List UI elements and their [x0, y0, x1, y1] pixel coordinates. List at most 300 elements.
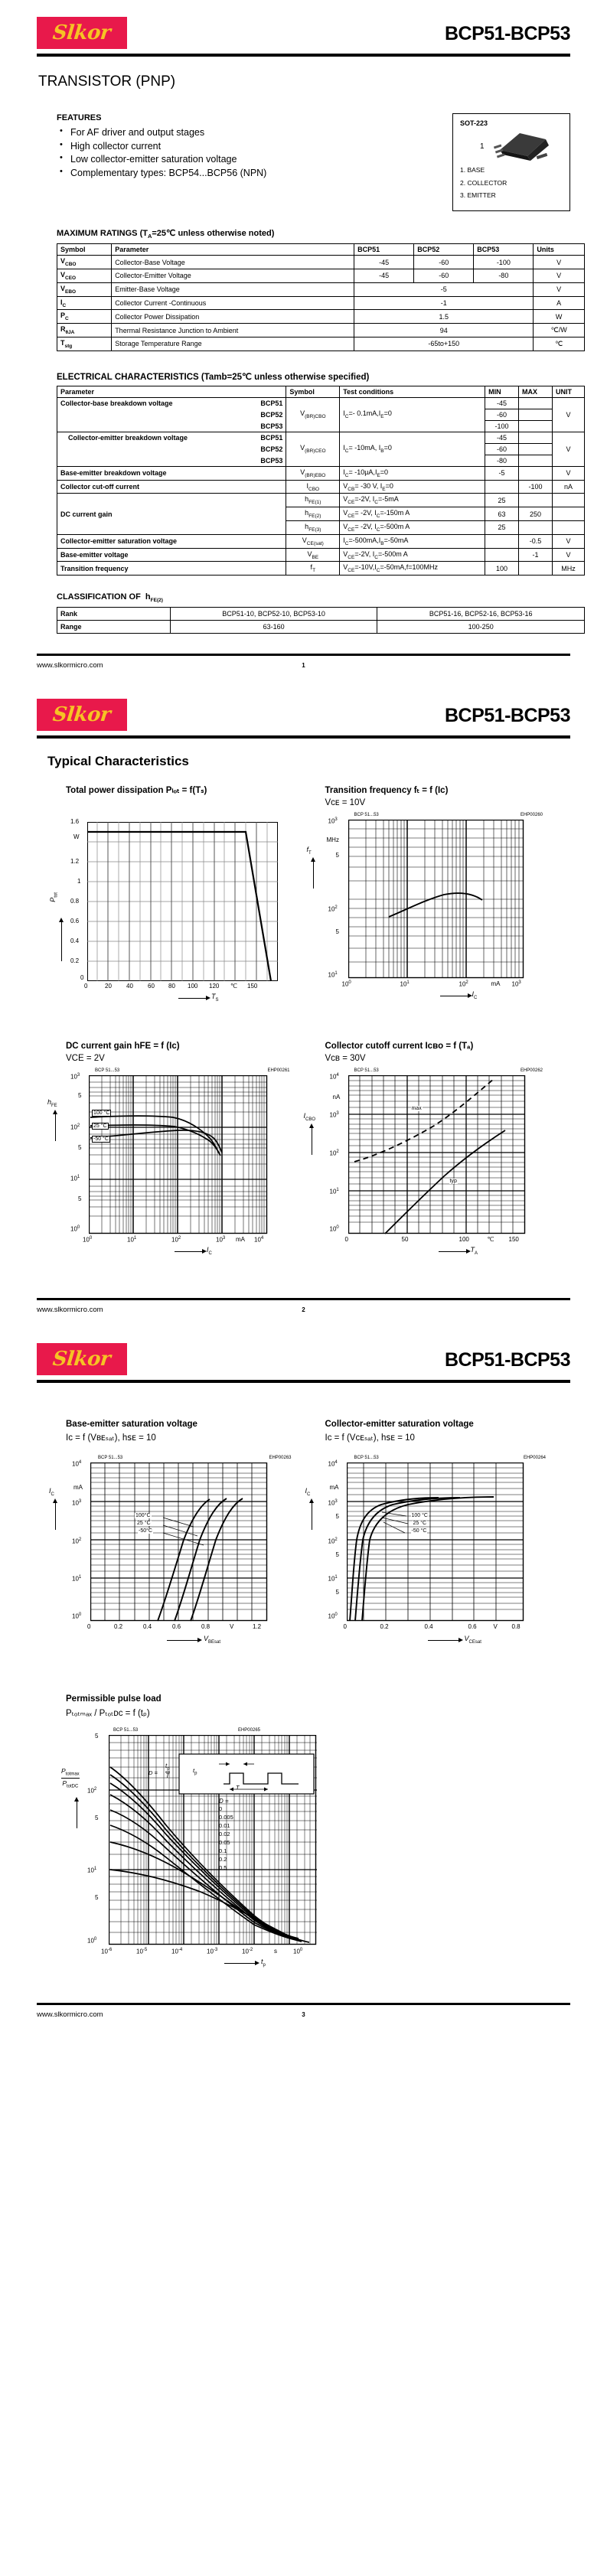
footer-website[interactable]: www.slkormicro.com: [37, 1305, 103, 1314]
slkor-logo: [37, 17, 127, 49]
table-row: [57, 256, 585, 269]
y-tick-unit: W: [73, 833, 80, 841]
cell-parameter: DC current gain: [57, 494, 286, 534]
curve-label-minus50c: -50 °C: [411, 1528, 427, 1534]
y-tick: 0.6: [70, 918, 80, 925]
cell-min: 100: [485, 562, 519, 576]
cell-parameter: [57, 443, 286, 455]
y-tick: 5: [78, 1144, 82, 1152]
y-tick: $10^0$: [72, 1612, 82, 1620]
table-row: [57, 608, 585, 621]
package-name: SOT-223: [460, 119, 488, 127]
header-rule: [37, 1380, 570, 1383]
table-row: [57, 397, 585, 409]
x-axis-label: $T_A$: [470, 1246, 478, 1257]
cell-symbol: $V_{EBO}$: [57, 282, 112, 296]
chart-vcesat-title: Collector-emitter saturation voltage: [325, 1420, 474, 1430]
cell-value: -45: [354, 256, 414, 269]
table-row: [57, 269, 585, 282]
page-2: [0, 682, 607, 1316]
cell-symbol: $I_{CBO}$: [286, 480, 340, 494]
cell-min: -100: [485, 420, 519, 432]
chart-ptot-svg: [87, 822, 279, 983]
logo-text: Slkor: [51, 1348, 113, 1371]
x-axis-label: $I_C$: [472, 990, 478, 1001]
features-heading: FEATURES: [57, 113, 102, 122]
x-tick: 20: [105, 983, 112, 990]
duty-value: 0: [219, 1805, 223, 1813]
cell-parameter: [57, 409, 286, 420]
chart-vcesat-plot: [304, 1456, 563, 1650]
chart-ptot-title: Total power dissipation Pₗₒₜ = f(Tₛ): [66, 786, 207, 796]
logo-text: Slkor: [51, 703, 113, 727]
chart-ft-title: Transition frequency fₜ = f (Iᴄ): [325, 786, 449, 796]
chart-id-left: BCP 51...53: [95, 1068, 120, 1074]
x-tick: 0: [343, 1623, 347, 1631]
chart-id-left: BCP 51...53: [354, 1456, 379, 1461]
x-tick: 0.6: [468, 1623, 477, 1631]
chart-ft-subtitle: Vᴄᴇ = 10V: [325, 798, 366, 808]
cell-symbol: $V_{BE}$: [286, 548, 340, 562]
range-value: 63-160: [170, 621, 377, 634]
x-axis-arrow: [428, 1640, 459, 1641]
x-tick: 0.2: [380, 1623, 389, 1631]
y-tick: $10^1$: [72, 1575, 82, 1583]
part-number-title: BCP51-BCP53: [444, 705, 570, 727]
y-axis-label: [61, 1767, 80, 1789]
chart-id-left: BCP 51...53: [98, 1456, 123, 1461]
duty-value: 0.1: [219, 1847, 227, 1855]
y-tick: $10^1$: [328, 1575, 338, 1583]
max-ratings-table: [57, 243, 585, 351]
rank-label: Rank: [57, 608, 171, 621]
cell-value: 1.5: [354, 310, 534, 324]
col-bcp52: BCP52: [414, 244, 474, 256]
cell-unit: V: [552, 397, 584, 432]
cell-symbol: $h_{FE(2)}$: [286, 507, 340, 521]
classification-table: [57, 607, 585, 634]
cell-max: -100: [519, 480, 553, 494]
chart-id-right: EHP00260: [520, 813, 543, 818]
y-axis-numerator: $P_{totmax}$: [61, 1767, 80, 1778]
chart-icbo-subtitle: Vᴄʙ = 30V: [325, 1054, 366, 1064]
feature-item: • For AF driver and output stages: [70, 127, 366, 138]
y-axis-arrow: [55, 1502, 56, 1530]
y-tick: $10^4$: [329, 1073, 339, 1081]
cell-parameter: Base-emitter breakdown voltage: [57, 466, 286, 480]
footer-rule: [37, 654, 570, 656]
curve-label-100c: 100 °C: [93, 1110, 110, 1117]
y-axis-arrow: [313, 861, 314, 889]
page-footer: [0, 654, 607, 671]
y-tick: $10^3$: [328, 1499, 338, 1507]
inset-tp-label: $t_p$: [193, 1767, 197, 1776]
chart-hfe: [44, 1042, 304, 1263]
curve-label-25c: 25 °C: [137, 1521, 151, 1527]
duty-value: 0.02: [219, 1831, 230, 1838]
page-footer: [0, 1298, 607, 1316]
x-tick: 80: [168, 983, 175, 990]
y-tick-unit: mA: [73, 1484, 83, 1492]
cell-min: -60: [485, 409, 519, 420]
page-1: [0, 0, 607, 671]
x-tick-unit: V: [493, 1623, 498, 1631]
inset-T-label: T: [236, 1784, 240, 1792]
features-list: [57, 127, 366, 178]
cell-parameter: Collector-Base Voltage: [112, 256, 354, 269]
chart-pulse-svg: [109, 1735, 317, 1945]
y-tick: 5: [335, 1551, 339, 1559]
cell-unit: [552, 494, 584, 507]
param-label: Collector-emitter breakdown voltage: [68, 434, 188, 442]
y-tick: $10^3$: [328, 817, 338, 825]
cell-symbol: $h_{FE(3)}$: [286, 520, 340, 534]
y-tick: 5: [95, 1733, 99, 1740]
y-tick: $10^1$: [70, 1175, 80, 1182]
cell-parameter: Thermal Resistance Junction to Ambient: [112, 324, 354, 337]
cell-max: [519, 420, 553, 432]
y-tick: $10^2$: [87, 1787, 97, 1795]
document-title: TRANSISTOR (PNP): [38, 73, 176, 90]
duty-value: 0.01: [219, 1822, 230, 1830]
x-tick: $10^{-3}$: [207, 1948, 218, 1955]
cell-value: -60: [414, 256, 474, 269]
x-tick: 1.2: [253, 1623, 262, 1631]
cell-max: [519, 397, 553, 409]
y-tick: $10^4$: [328, 1460, 338, 1468]
y-tick: 5: [335, 1513, 339, 1521]
classification-heading: [57, 592, 570, 603]
y-tick: $10^2$: [70, 1123, 80, 1131]
param-label: Collector-base breakdown voltage: [60, 399, 173, 408]
cell-max: -1: [519, 548, 553, 562]
x-tick: $10^{-5}$: [136, 1948, 148, 1955]
cell-unit: V: [552, 432, 584, 466]
y-tick: 0.2: [70, 957, 80, 965]
cell-value: -100: [474, 256, 534, 269]
cell-parameter: Collector-emitter saturation voltage: [57, 534, 286, 548]
cell-symbol: $f_T$: [286, 562, 340, 576]
x-tick: 150: [508, 1236, 519, 1244]
chart-hfe-title: DC current gain hFE = f (Iᴄ): [66, 1042, 180, 1052]
x-tick: 0: [344, 1236, 348, 1244]
chart-pulse-subtitle: Pₜₒₜₘₐₓ / Pₜₒₜᴅᴄ = f (tₚ): [66, 1709, 150, 1719]
y-tick: $10^0$: [87, 1937, 97, 1945]
y-tick: 0.4: [70, 937, 80, 945]
rank-value: BCP51-16, BCP52-16, BCP53-16: [377, 608, 585, 621]
cell-units: V: [534, 269, 585, 282]
cell-value: -45: [354, 269, 414, 282]
x-tick-unit: s: [274, 1948, 277, 1955]
page-footer: [0, 2003, 607, 2020]
table-row: [57, 548, 585, 562]
chart-vbesat-subtitle: Iᴄ = f (Vʙᴇₛₐₜ), hꜱᴇ = 10: [66, 1433, 156, 1443]
y-axis-arrow: [61, 921, 62, 961]
inset-duty-formula: D =: [148, 1769, 158, 1777]
cell-max: [519, 466, 553, 480]
cell-min: [485, 480, 519, 494]
x-tick-unit: mA: [236, 1236, 245, 1244]
x-tick: 0.6: [172, 1623, 181, 1631]
chart-vcesat-svg: [347, 1462, 524, 1622]
x-axis-label: $T_S$: [211, 993, 219, 1003]
col-units: Units: [534, 244, 585, 256]
table-row: [57, 562, 585, 576]
table-row: [57, 296, 585, 310]
part-number-title: BCP51-BCP53: [444, 1349, 570, 1371]
chart-icbo-title: Collector cutoff current Iᴄʙᴏ = f (Tₐ): [325, 1042, 474, 1052]
x-tick: $10^0$: [83, 1236, 93, 1244]
variant-label: BCP51: [260, 399, 283, 408]
variant-label: BCP52: [260, 410, 283, 419]
chart-id-left: BCP 51...53: [354, 1068, 379, 1074]
x-tick: 0.4: [143, 1623, 152, 1631]
chart-ptot: [44, 784, 304, 1009]
cell-unit: [552, 507, 584, 521]
x-tick: $10^{-2}$: [242, 1948, 253, 1955]
curve-label-minus50c: -50 °C: [93, 1136, 109, 1143]
y-tick: 0.8: [70, 898, 80, 905]
document-header: [37, 1326, 570, 1375]
cell-value: -65to+150: [354, 337, 534, 351]
y-tick: $10^1$: [87, 1867, 97, 1874]
cell-max: [519, 432, 553, 443]
chart-id-right: EHP00265: [237, 1728, 260, 1733]
x-tick: 0.2: [114, 1623, 123, 1631]
cell-unit: MHz: [552, 562, 584, 576]
curve-label-max: max: [411, 1106, 422, 1112]
cell-max: -0.5: [519, 534, 553, 548]
cell-value: -60: [414, 269, 474, 282]
y-tick: $10^1$: [329, 1188, 339, 1195]
chart-ft-plot: [304, 813, 563, 1007]
cell-min: 25: [485, 494, 519, 507]
cell-units: V: [534, 256, 585, 269]
chart-vbesat: [44, 1420, 304, 1650]
y-tick: 1.6: [70, 818, 80, 826]
cell-min: 25: [485, 520, 519, 534]
cell-min: -45: [485, 432, 519, 443]
x-tick: $10^3$: [511, 980, 521, 988]
chart-vbesat-plot: [44, 1456, 304, 1650]
table-row: [57, 621, 585, 634]
table-row: [57, 480, 585, 494]
y-tick: 1.2: [70, 858, 80, 866]
curve-label-25c: 25 °C: [93, 1123, 107, 1130]
rank-value: BCP51-10, BCP52-10, BCP53-10: [170, 608, 377, 621]
header-rule: [37, 54, 570, 57]
max-ratings-title-sub: A: [147, 233, 152, 240]
y-tick-unit: nA: [332, 1094, 341, 1101]
y-tick-unit: mA: [329, 1484, 339, 1492]
classification-symbol-sub: FE(2): [150, 598, 163, 604]
y-tick: 5: [335, 1589, 339, 1596]
cell-min: -60: [485, 443, 519, 455]
slkor-logo: [37, 699, 127, 731]
cell-parameter: Storage Temperature Range: [112, 337, 354, 351]
duty-value: 0.5: [219, 1864, 227, 1872]
table-row: [57, 324, 585, 337]
cell-symbol: $V_{(BR)CBO}$: [286, 397, 340, 432]
y-axis-label: $I_C$: [49, 1487, 54, 1498]
footer-website[interactable]: www.slkormicro.com: [37, 2010, 103, 2019]
y-tick: $10^0$: [328, 1612, 338, 1620]
y-tick: $10^1$: [328, 971, 338, 979]
inset-duty-fraction: $t_p$ T: [165, 1762, 170, 1779]
cell-unit: [552, 520, 584, 534]
y-axis-label: $I_{CBO}$: [303, 1112, 316, 1123]
cell-conditions: $V_{CE}=-2V$, $I_C=-5mA$: [340, 494, 485, 507]
duty-title: D =: [219, 1798, 229, 1805]
chart-vbesat-title: Base-emitter saturation voltage: [66, 1420, 197, 1430]
curve-label-typ: typ: [449, 1179, 457, 1185]
range-label: Range: [57, 621, 171, 634]
y-axis-label: $I_C$: [305, 1487, 311, 1498]
cell-symbol: $V_{CE(sat)}$: [286, 534, 340, 548]
cell-conditions: $V_{CE}=-2V$, $I_C=-500m$ A: [340, 548, 485, 562]
cell-parameter: Base-emitter voltage: [57, 548, 286, 562]
footer-website[interactable]: www.slkormicro.com: [37, 660, 103, 670]
sot223-package-icon: [460, 129, 563, 159]
table-header-row: [57, 386, 585, 397]
feature-item: • High collector current: [70, 141, 366, 152]
page-number: 2: [302, 1306, 305, 1313]
cell-symbol: $V_{CEO}$: [57, 269, 112, 282]
cell-unit: V: [552, 466, 584, 480]
y-tick: $10^2$: [328, 1537, 338, 1545]
x-tick: 100: [188, 983, 198, 990]
cell-parameter: [57, 420, 286, 432]
variant-label: BCP51: [260, 434, 283, 442]
chart-hfe-subtitle: VCE = 2V: [66, 1054, 105, 1064]
slkor-logo: [37, 1343, 127, 1375]
cell-units: W: [534, 310, 585, 324]
curve-label-100c: 100 °C: [411, 1513, 428, 1519]
variant-label: BCP53: [260, 422, 283, 430]
table-row: [57, 494, 585, 507]
cell-symbol: $V_{(BR)EBO}$: [286, 466, 340, 480]
x-tick: 0: [84, 983, 88, 990]
x-tick: 120: [209, 983, 220, 990]
y-tick: $10^4$: [72, 1460, 82, 1468]
table-row: [57, 337, 585, 351]
cell-conditions: $V_{CE}= -2V$, $I_C=-150m$ A: [340, 507, 485, 521]
chart-ptot-plot: [44, 818, 304, 1009]
x-tick: $10^2$: [459, 980, 468, 988]
page-number: 1: [302, 661, 305, 669]
col-symbol: Symbol: [286, 386, 340, 397]
table-header-row: [57, 244, 585, 256]
cell-min: [485, 548, 519, 562]
part-number-title: BCP51-BCP53: [444, 23, 570, 44]
cell-conditions: $I_C= -10\mu A,I_E=0$: [340, 466, 485, 480]
document-header: [37, 682, 570, 731]
variant-label: BCP53: [260, 456, 283, 465]
cell-conditions: $V_{CE}= -2V$, $I_C=-500m$ A: [340, 520, 485, 534]
range-value: 100-250: [377, 621, 585, 634]
y-tick-unit: MHz: [326, 836, 339, 844]
features-section: [37, 113, 366, 211]
cell-value: -5: [354, 282, 534, 296]
pin-1-marker: 1: [480, 142, 485, 151]
x-tick: 100: [459, 1236, 469, 1244]
chart-icbo: [304, 1042, 563, 1263]
y-tick: $10^2$: [329, 1149, 339, 1157]
max-ratings-title-a: MAXIMUM RATINGS (T: [57, 229, 148, 238]
x-tick: $10^1$: [400, 980, 410, 988]
cell-units: V: [534, 282, 585, 296]
max-ratings-title-b: =25℃ unless otherwise noted): [152, 229, 275, 238]
document-header: [37, 0, 570, 49]
y-tick: 1: [77, 878, 81, 885]
x-tick: $10^3$: [216, 1236, 226, 1244]
x-tick: 50: [401, 1236, 409, 1244]
cell-symbol: $T_{stg}$: [57, 337, 112, 351]
footer-rule: [37, 2003, 570, 2005]
chart-vcesat: [304, 1420, 563, 1650]
x-tick-unit: V: [230, 1623, 234, 1631]
header-rule: [37, 735, 570, 739]
cell-conditions: $I_C=-500mA,I_B=-50mA$: [340, 534, 485, 548]
table-row: [57, 432, 585, 443]
x-axis-label: $V_{BEsat}$: [204, 1635, 221, 1645]
cell-parameter: Collector Power Dissipation: [112, 310, 354, 324]
y-axis-arrow: [55, 1114, 56, 1141]
classification-symbol: h: [145, 592, 151, 602]
chart-vbesat-svg: [90, 1462, 268, 1622]
curve-label-25c: 25 °C: [413, 1521, 427, 1527]
logo-text: Slkor: [51, 21, 113, 44]
cell-conditions: $I_C=-$ $0.1mA,I_E=0$: [340, 397, 485, 432]
package-pin-list: [460, 164, 563, 202]
pin-label: 1. BASE: [460, 166, 485, 174]
cell-min: -80: [485, 455, 519, 466]
cell-conditions: $V_{CE}=-10V,I_C=-50mA,f=100MHz$: [340, 562, 485, 576]
y-tick: $10^2$: [72, 1537, 82, 1545]
col-unit: UNIT: [552, 386, 584, 397]
electrical-heading: ELECTRICAL CHARACTERISTICS (Tamb=25℃ unless otherwise specified): [57, 372, 370, 382]
chart-id-right: EHP00262: [520, 1068, 543, 1074]
cell-parameter: [57, 432, 286, 443]
table-row: [57, 466, 585, 480]
cell-value: 94: [354, 324, 534, 337]
x-axis-arrow: [439, 1251, 466, 1252]
cell-max: [519, 443, 553, 455]
feature-item: • Low collector-emitter saturation voltage: [70, 154, 366, 165]
cell-max: [519, 455, 553, 466]
page-number: 3: [302, 2010, 305, 2018]
cell-symbol: $R_{\theta JA}$: [57, 324, 112, 337]
col-parameter: Parameter: [112, 244, 354, 256]
cell-conditions: $I_C= -10mA$, $I_B=0$: [340, 432, 485, 466]
cell-value: -1: [354, 296, 534, 310]
chart-id-right: EHP00261: [267, 1068, 290, 1074]
x-axis-arrow: [178, 998, 206, 999]
x-tick: $10^4$: [254, 1236, 264, 1244]
y-tick: 5: [335, 852, 339, 859]
cell-unit: nA: [552, 480, 584, 494]
x-tick: 40: [126, 983, 133, 990]
classification-title: CLASSIFICATION OF: [57, 592, 141, 602]
cell-min: [485, 534, 519, 548]
cell-max: [519, 520, 553, 534]
x-tick: $10^0$: [293, 1948, 303, 1955]
cell-min: -45: [485, 397, 519, 409]
x-tick-unit: mA: [491, 980, 501, 988]
col-max: MAX: [519, 386, 553, 397]
cell-min: 63: [485, 507, 519, 521]
curve-label-100c: 100°C: [135, 1513, 151, 1519]
